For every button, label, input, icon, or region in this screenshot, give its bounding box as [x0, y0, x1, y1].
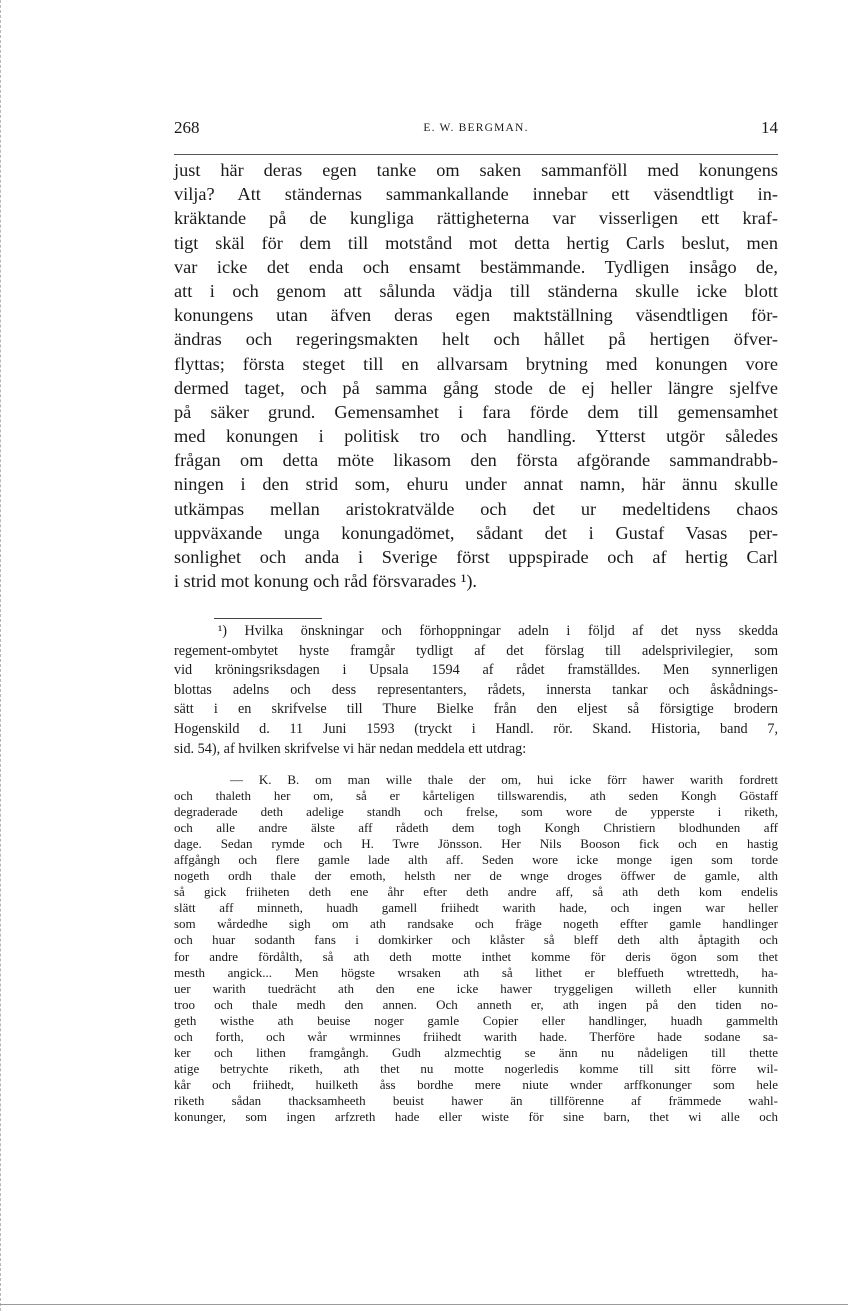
text-line: ningen i den strid som, ehuru under annat namn, här ännu skulle [174, 474, 778, 495]
quote-line: kår och friihedt, huilketh åss bordhe mere niute wnder arffkonunger som hele [174, 1076, 778, 1092]
header-rule [174, 154, 778, 155]
quote-line: geth wisthe ath beuise noger gamle Copier eller handlinger, huadh gammelth [174, 1012, 778, 1028]
text-line: kräktande på de kungliga rättigheterna var visserligen ett kraf- [174, 208, 778, 229]
quote-line: och thaleth her om, så er kårteligen tillswarendis, ath seden Kongh Göstaff [174, 788, 778, 804]
quote-line: uer warith tuedrächt ath den ene icke hawer tryggeligen willeth eller kunnith [174, 980, 778, 996]
text-line: med konungen i politisk tro och handling. Ytterst utgör således [174, 426, 778, 447]
footnote-line: regement-ombytet hyste framgår tydligt af det förslag till adelsprivilegier, som [174, 642, 778, 659]
quote-line: nogeth ordh thale der emoth, helsth ner de wnge droges öffwer de gamle, alth [174, 868, 778, 884]
page-edge-rule [0, 0, 2, 1311]
quote-line: dage. Sedan rymde och H. Twre Jönsson. Her Nils Booson fick och en hastig [174, 836, 778, 852]
footnote-line: ¹) Hvilka önskningar och förhoppningar adeln i följd af det nyss skedda [218, 623, 778, 639]
text-line: vilja? Att ständernas sammankallande innebar ett väsendtligt in- [174, 184, 778, 205]
quote-line: och forth, och wår wrminnes friihedt warith hade. Therföre hade sodane sa- [174, 1028, 778, 1044]
quote-line: degraderade deth adelige standh och frelse, som wore de ypperste i riketh, [174, 804, 778, 820]
quote-line: och huar sodanth fans i domkirker och klåster så bleff deth alth åptagith och [174, 932, 778, 948]
page-number: 268 [174, 118, 200, 137]
quote-line: så gick friiheten deth ene åhr efter deth andre aff, så ath deth kom endelis [174, 884, 778, 900]
quote-line: for andre fördålth, så ath deth motte inthet komme för deris ögon som thet [174, 948, 778, 964]
quote-line: troo och thale medh den annen. Och anneth er, ath ingen på den tiden no- [174, 996, 778, 1012]
quote-line: konunger, som ingen arfzreth hade eller wiste för sine barn, thet wi alle och [174, 1108, 778, 1124]
quote-line: mesth angick... Men högste wrsaken ath så lithet er bleffueth wtrettedh, ha- [174, 964, 778, 980]
page [174, 118, 778, 1124]
footnote-rule [214, 618, 322, 619]
text-line: dermed taget, och på samma gång stode de ej heller längre sjelfve [174, 377, 778, 398]
text-line: flyttas; första steget till en allvarsam brytning med konungen vore [174, 353, 778, 374]
footnote-line: blottas adelns och dess representanters, rådets, innersta tankar och åskådnings- [174, 681, 778, 698]
quote-line: och alle andre älste aff rådeth dem togh Kongh Christiern blodhunden aff [174, 820, 778, 836]
text-line: på säker grund. Gemensamhet i fara förde dem till gemensamhet [174, 401, 778, 422]
section-number: 14 [761, 118, 778, 137]
text-line: i strid mot konung och råd försvarades ¹). [174, 571, 477, 592]
quote-line: affgångh och flere gamle lade alth aff. Seden wore icke monge igen som torde [174, 852, 778, 868]
text-line: var icke det enda och ensamt bestämmande. Tydligen insågo de, [174, 256, 778, 277]
quote-line: som wårdedhe sigh om ath randsake och fräge nogeth effter gamle handlinger [174, 916, 778, 932]
running-head: E. W. BERGMAN. [423, 122, 529, 134]
quote-line: atige betrychte riketh, ath thet nu motte nogerledis komme till sitt förre wil- [174, 1060, 778, 1076]
text-line: utkämpas mellan aristokratvälde och det ur medeltidens chaos [174, 498, 778, 519]
footnote-line: sid. 54), af hvilken skrifvelse vi här nedan meddela ett utdrag: [174, 740, 527, 757]
text-line: konungens utan äfven deras egen maktställning väsendtligen för- [174, 305, 778, 326]
footnote-quote [174, 772, 778, 1125]
text-line: frågan om detta möte likasom den första afgörande sammandrabb- [174, 450, 778, 471]
main-text [174, 158, 778, 593]
quote-line: slätt aff minneth, huadh gamell friihedt warith hade, och ingen war heller [174, 900, 778, 916]
quote-line: riketh sådan thacksamheeth beuist hawer än tillförenne af främmede wahl- [174, 1092, 778, 1108]
text-line: ändras och regeringsmakten helt och hållet på hertigen öfver- [174, 329, 778, 350]
quote-line: ker och lithen framgångh. Gudh alzmechtig se änn nu nådeligen till thette [174, 1044, 778, 1060]
text-line: tigt skäl för dem till motstånd mot detta hertig Carls beslut, men [174, 232, 778, 253]
footnote-line: vid kröningsriksdagen i Upsala 1594 af rådet framställdes. Men synnerligen [174, 662, 778, 679]
text-line: att i och genom att sålunda vädja till ständerna skulle icke blott [174, 280, 778, 301]
footnote [174, 622, 778, 759]
page-bottom-rule [0, 1304, 848, 1305]
text-line: uppväxande unga konungadömet, sådant det i Gustaf Vasas per- [174, 522, 778, 543]
text-line: just här deras egen tanke om saken sammanföll med konungens [174, 160, 778, 180]
quote-line: — K. B. om man wille thale der om, hui icke förr hawer warith fordrett [230, 772, 778, 787]
page-header [174, 118, 778, 140]
footnote-line: Hogenskild d. 11 Juni 1593 (tryckt i Handl. rör. Skand. Historia, band 7, [174, 720, 778, 737]
footnote-line: sätt i en skrifvelse till Thure Bielke från den eljest så försigtige brodern [174, 701, 778, 718]
text-line: sonlighet och anda i Sverige först uppspirade och af hertig Carl [174, 547, 778, 567]
